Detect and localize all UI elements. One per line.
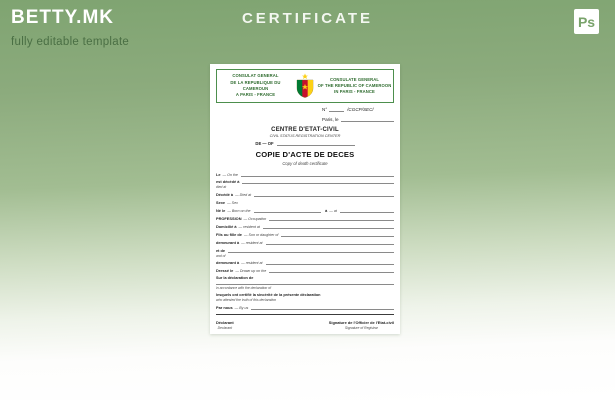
reference-number-suffix: /CGCP/SEC/ — [347, 107, 374, 112]
center-of-row — [216, 141, 394, 146]
signature-footer — [216, 320, 394, 330]
declarant-signature-block — [216, 320, 234, 330]
registrar-label-fr: Signature de l'Officier de l'Etat-civil — [328, 320, 394, 326]
form-field-date-of-death: Le — On the — [216, 172, 394, 177]
brand-logo: BETTY.MK — [11, 7, 114, 28]
registrar-signature-block — [329, 320, 394, 330]
consulate-header-fr — [218, 73, 293, 98]
declarant-label-en: Declarant — [217, 326, 233, 331]
place-date-label: Paris, le — [322, 116, 339, 122]
form-field-born-on: Né le — Born on the à — at — [216, 208, 394, 213]
form-field-sex: Sexe — Sex — [216, 200, 238, 206]
form-field-and-of: et de and of — [216, 248, 394, 258]
registrar-label-en: Signature of Registrar — [344, 326, 378, 331]
document-title-block — [216, 127, 394, 166]
form-field-deceased: Décédé à — Died at — [216, 192, 394, 197]
form-field-occupation: PROFESSION — Occupation — [216, 216, 394, 221]
form-field-drawn-up-on: Dressé le — Drawn up on the — [216, 268, 394, 273]
reference-number-row — [322, 107, 394, 112]
civil-status-center-title-fr: CENTRE D'ETAT-CIVIL — [271, 126, 339, 133]
form-field-attestation: lesquels ont certifié la sincérité de la présente déclaration who attested the truth of this declaration — [216, 293, 321, 303]
reference-number-label: N° — [322, 107, 328, 112]
form-field-father-residence: demeurant à — resident at — [216, 240, 394, 245]
header-en-line: CONSULATE GENERAL — [329, 76, 380, 82]
place-date-blank — [341, 118, 394, 122]
cameroon-coat-of-arms-icon — [293, 73, 317, 99]
consulate-header-en — [317, 77, 392, 96]
form-field-son-or-daughter-of: Fils ou fille de — Son or daughter of — [216, 232, 394, 237]
header-fr-line: A PARIS - FRANCE — [235, 92, 276, 98]
form-field-residence: Domicilié à — resident at — [216, 224, 394, 229]
reference-number-blank — [329, 108, 344, 112]
center-of-blank — [277, 142, 355, 146]
death-certificate-title-fr: COPIE D'ACTE DE DECES — [255, 150, 355, 159]
form-fields — [216, 172, 394, 311]
certificate-document — [210, 64, 400, 334]
reference-block — [322, 107, 394, 122]
place-date-row — [322, 117, 394, 122]
page-title: CERTIFICATE — [241, 10, 374, 27]
death-certificate-title-en: Copy of death certificate — [282, 160, 328, 166]
separator-line — [216, 314, 394, 315]
form-field-mother-residence: demeurant à — resident at — [216, 260, 394, 265]
photoshop-badge: Ps — [574, 9, 599, 34]
civil-status-center-title-en: CIVIL STATUS REGISTRATION CENTER — [269, 134, 341, 138]
header-fr-line: CONSULAT GENERAL — [232, 73, 279, 79]
header-en-line: IN PARIS - FRANCE — [334, 89, 375, 95]
header-en-line: OF THE REPUBLIC OF CAMEROON — [317, 82, 392, 88]
consulate-header — [216, 69, 394, 103]
declarant-label-fr: Déclarant — [216, 320, 234, 326]
form-field-declaration-of: Sur la déclaration de in accordance with the declaration of — [216, 276, 394, 290]
brand-tagline: fully editable template — [11, 36, 130, 48]
center-of-label: DE — OF — [255, 140, 274, 146]
form-field-by-us: Par nous — By us — [216, 305, 394, 310]
form-field-died-at: est décédé à died at — [216, 179, 394, 189]
header-fr-line: DE LA REPUBLIQUE DU CAMEROUN — [230, 79, 281, 91]
